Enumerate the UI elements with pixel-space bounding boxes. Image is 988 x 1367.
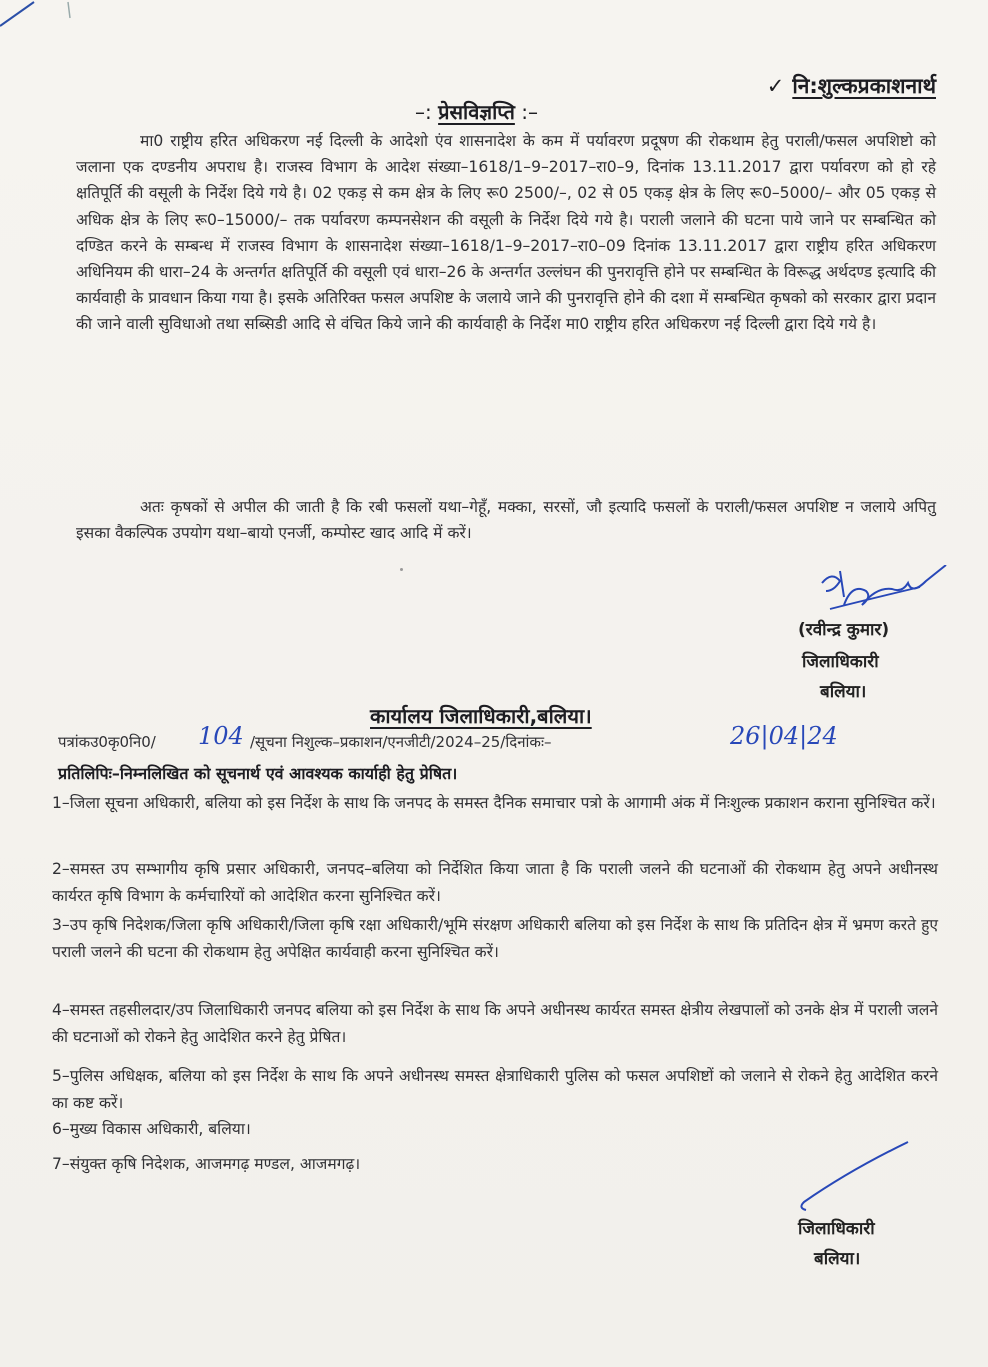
reference-line (58, 722, 938, 758)
ink-dot (400, 568, 403, 571)
pen-mark-icon (0, 0, 80, 30)
copy-list-item: 3–उप कृषि निदेशक/जिला कृषि अधिकारी/जिला कृषि रक्षा अधिकारी/भूमि संरक्षण अधिकारी बलिया को इस निर्देश के साथ कि प्रतिदिन क्षेत्र में भ्रमण करते हुए पराली जलने की घटना की रोकथाम हेतु अपेक्षित कार्यवाही करना सुनिश्चित करें। (52, 916, 938, 961)
free-publication-label: नि:शुल्कप्रकाशनार्थ (792, 74, 936, 98)
title-prefix: –: (415, 100, 432, 124)
signatory-place: बलिया। (820, 682, 867, 702)
copy-list-item: 1–जिला सूचना अधिकारी, बलिया को इस निर्देश के साथ कि जनपद के समस्त दैनिक समाचार पत्रो के आगामी अंक में निःशुल्क प्रकाशन कराना सुनिश्चित करें। (52, 794, 936, 812)
reference-number: 104 (198, 722, 244, 750)
final-designation: जिलाधिकारी (798, 1219, 875, 1239)
office-title: कार्यालय जिलाधिकारी,बलिया। (370, 704, 592, 728)
title-suffix: :– (521, 100, 538, 124)
copy-list-item: 4–समस्त तहसीलदार/उप जिलाधिकारी जनपद बलिया को इस निर्देश के साथ कि अपने अधीनस्थ कार्यरत समस्त क्षेत्रीय लेखपालों को उनके क्षेत्र में पराली जलने की घटनाओं को रोकने हेतु आदेशित करने हेतु प्रेषित। (52, 1001, 938, 1046)
reference-date: 26|04|24 (730, 722, 838, 750)
final-signature-block (790, 1140, 950, 1280)
reference-prefix: पत्रांकउ0कृ0नि0/ (58, 733, 156, 751)
final-place: बलिया। (814, 1249, 861, 1269)
title-text: प्रेसविज्ञप्ति (438, 100, 515, 124)
final-signature-stroke-icon (790, 1140, 950, 1220)
free-publication-mark (767, 72, 936, 100)
signatory-name: (रवीन्द्र कुमार) (798, 620, 890, 640)
copy-list-item: 2–समस्त उप सम्भागीय कृषि प्रसार अधिकारी, जनपद–बलिया को निर्देशित किया जाता है कि पराली जलने की घटनाओं की रोकथाम हेतु अपने अधीनस्थ कार्यरत कृषि विभाग के कर्मचारियों को आदेशित करना सुनिश्चित करें। (52, 860, 938, 905)
copy-list-item: 6–मुख्य विकास अधिकारी, बलिया। (52, 1120, 251, 1138)
press-release-title (415, 98, 538, 125)
copy-list-item: 5–पुलिस अधिक्षक, बलिया को इस निर्देश के साथ कि अपने अधीनस्थ समस्त क्षेत्राधिकारी पुलिस को फसल अपशिष्टों को जलाने से रोकने हेतु आदेशित करने का कष्ट करें। (52, 1067, 938, 1112)
copy-list-item: 7–संयुक्त कृषि निदेशक, आजमगढ़ मण्डल, आजमगढ़। (52, 1155, 361, 1173)
signature-block (780, 565, 970, 705)
copy-heading: प्रतिलिपिः–निम्नलिखित को सूचनार्थ एवं आवश्यक कार्याही हेतु प्रेषित। (58, 764, 458, 783)
signatory-designation: जिलाधिकारी (802, 652, 879, 672)
reference-middle: /सूचना निशुल्क–प्रकाशन/एनजीटी/2024–25/दिनांकः– (250, 733, 552, 751)
body-paragraph-2: अतः कृषकों से अपील की जाती है कि रबी फसलों यथा–गेहूँ, मक्का, सरसों, जौ इत्यादि फसलों के पराली/फसल अपशिष्ट न जलाये अपितु इसका वैकल्पिक उपयोग यथा–बायो एनर्जी, कम्पोस्ट खाद आदि में करें। (76, 498, 936, 543)
check-icon: ✓ (766, 74, 785, 98)
body-paragraph-1: मा0 राष्ट्रीय हरित अधिकरण नई दिल्ली के आदेशो एंव शासनादेश के कम में पर्यावरण प्रदूषण की रोकथाम हेतु पराली/फसल अपशिष्टो को जलाना एक दण्डनीय अपराध है। राजस्व विभाग के आदेश संख्या–1618/1–9–2017–रा0–9, दिनांक 13.11.2017 द्वारा पर्यावरण को हो रहे क्षतिपूर्ति की वसूली के निर्देश दिये गये है। 02 एकड़ से कम क्षेत्र के लिए रू0 2500/–, 02 से 05 एकड़ क्षेत्र के लिए रू0–5000/– और 05 एकड़ से अधिक क्षेत्र के लिए रू0–15000/– तक पर्यावरण कम्पनसेशन की वसूली के निर्देश दिये गये है। पराली जलाने की घटना पाये जाने पर सम्बन्धित को दण्डित करने के सम्बन्ध में राजस्व विभाग के शासनादेश संख्या–1618/1–9–2017–रा0–09 दिनांक 13.11.2017 द्वारा राष्ट्रीय हरित अधिकरण अधिनियम की धारा–24 के अन्तर्गत क्षतिपूर्ति की वसूली एवं धारा–26 के अन्तर्गत उल्लंघन की पुनरावृत्ति होने पर सम्बन्धित के विरूद्ध अर्थदण्ड इत्यादि की कार्यवाही के प्रावधान किया गया है। इसके अतिरिक्त फसल अपशिष्ट के जलाये जाने की पुनरावृत्ति होने की दशा में सम्बन्धित कृषको को सरकार द्वारा प्रदान की जाने वाली सुविधाओ तथा सब्सिडी आदि से वंचित किये जाने की कार्यवाही के निर्देश मा0 राष्ट्रीय हरित अधिकरण नई दिल्ली द्वारा दिये गये है। (76, 132, 936, 334)
